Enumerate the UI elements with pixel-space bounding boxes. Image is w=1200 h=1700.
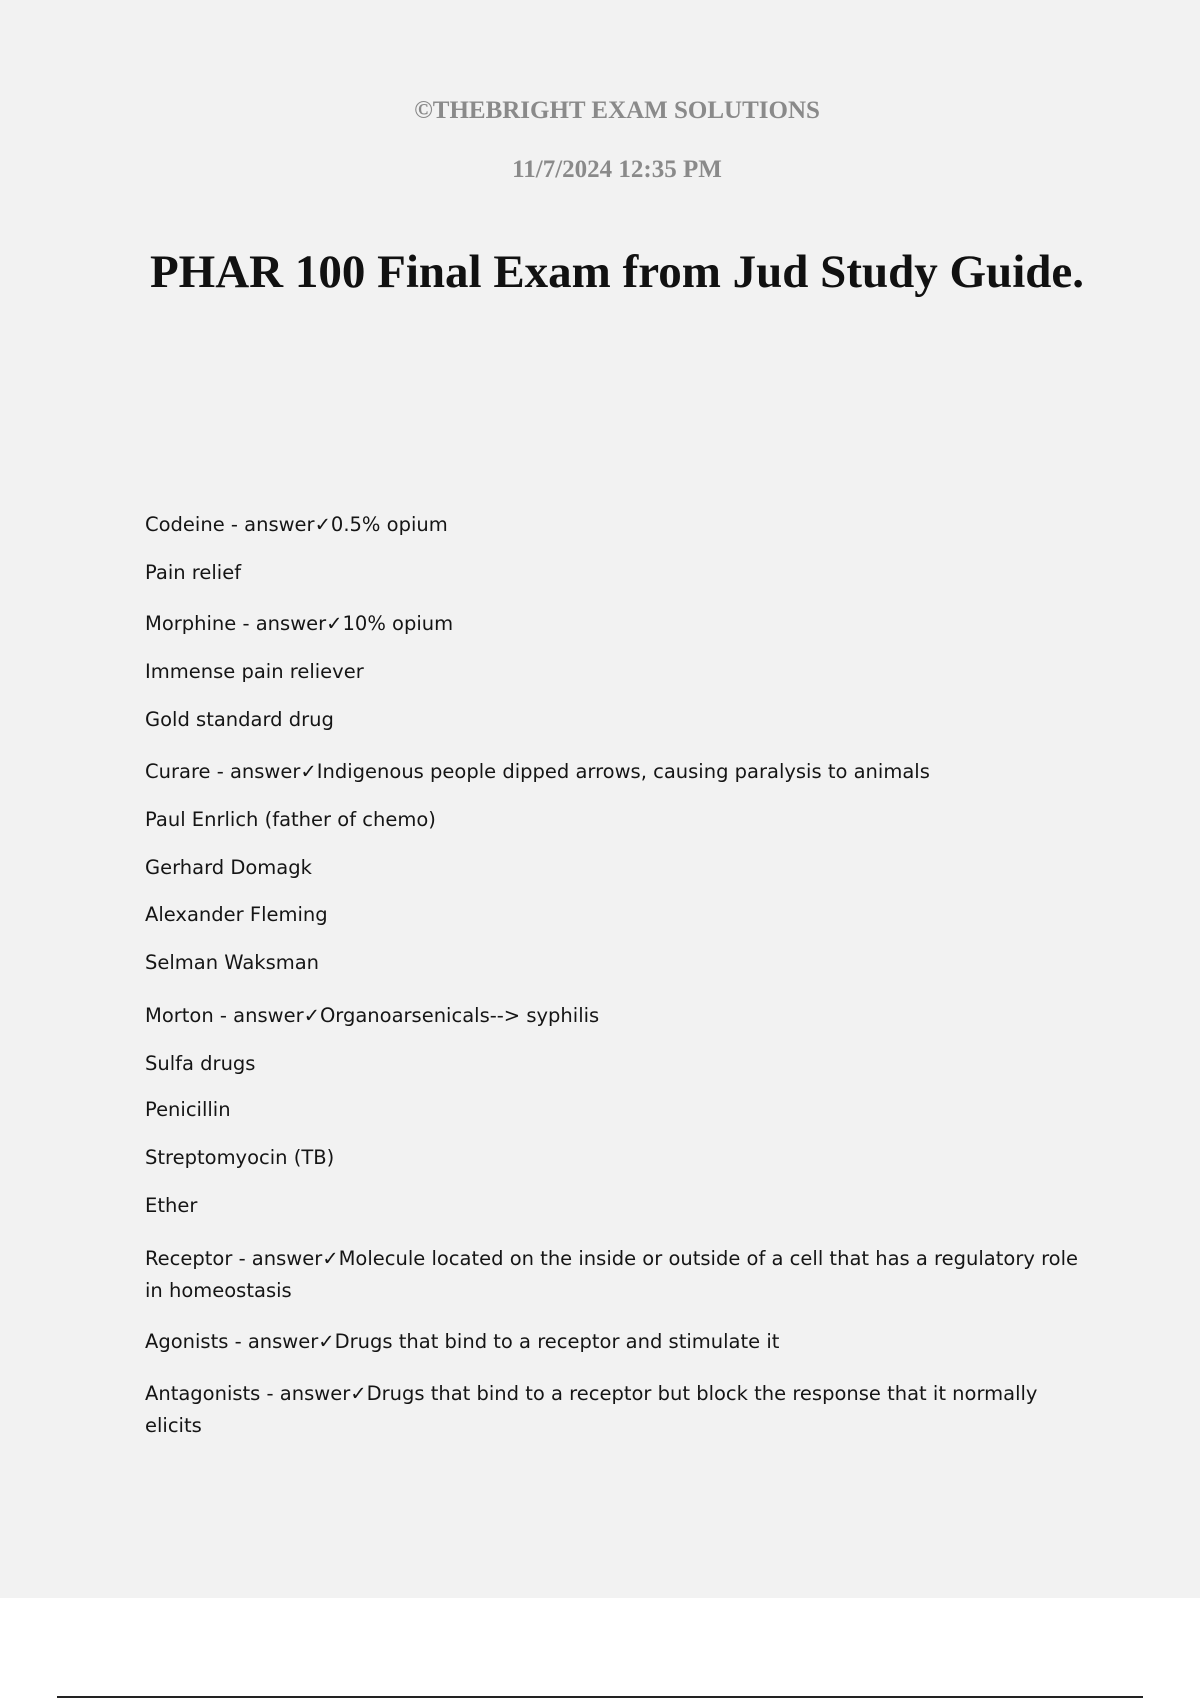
note-line: Sulfa drugs — [145, 1052, 256, 1075]
checkmark-icon: ✓ — [300, 760, 317, 783]
qa-term: Receptor — [145, 1247, 233, 1270]
checkmark-icon: ✓ — [350, 1382, 367, 1405]
qa-term: Curare — [145, 760, 211, 783]
qa-answer: Drugs that bind to a receptor and stimulate it — [334, 1330, 780, 1353]
qa-term: Morton — [145, 1004, 214, 1027]
note-line: Penicillin — [145, 1098, 231, 1121]
note-line: Paul Enrlich (father of chemo) — [145, 808, 436, 831]
company-header: ©THEBRIGHT EXAM SOLUTIONS — [414, 97, 820, 124]
answer-separator: - answer — [210, 760, 301, 783]
note-line: Selman Waksman — [145, 951, 320, 974]
note-line: Pain relief — [145, 561, 242, 584]
qa-answer: 0.5% opium — [330, 513, 448, 536]
checkmark-icon: ✓ — [314, 513, 331, 536]
qa-answer: Molecule located on the inside or outside of a cell that has a regulatory role in homeostasis — [145, 1247, 1079, 1302]
qa-item — [145, 1000, 1100, 1032]
checkmark-icon: ✓ — [326, 612, 343, 635]
note-line: Gerhard Domagk — [145, 856, 312, 879]
answer-separator: - answer — [228, 1330, 319, 1353]
qa-item — [145, 1243, 1100, 1307]
checkmark-icon: ✓ — [318, 1330, 335, 1353]
qa-answer: Drugs that bind to a receptor but block the response that it normally elicits — [145, 1382, 1038, 1437]
qa-term: Codeine — [145, 513, 225, 536]
note-line: Gold standard drug — [145, 708, 334, 731]
print-timestamp: 11/7/2024 12:35 PM — [512, 156, 722, 183]
answer-separator: - answer — [236, 612, 327, 635]
qa-item — [145, 756, 1100, 788]
qa-term: Agonists — [145, 1330, 229, 1353]
qa-item — [145, 1378, 1100, 1442]
footer-rule — [57, 1696, 1143, 1698]
qa-answer: Organoarsenicals--> syphilis — [319, 1004, 600, 1027]
qa-item — [145, 509, 1100, 541]
document-title: PHAR 100 Final Exam from Jud Study Guide. — [149, 246, 1085, 298]
checkmark-icon: ✓ — [303, 1004, 320, 1027]
note-line: Alexander Fleming — [145, 903, 328, 926]
note-line: Streptomyocin (TB) — [145, 1146, 335, 1169]
checkmark-icon: ✓ — [322, 1247, 339, 1270]
answer-separator: - answer — [224, 513, 315, 536]
qa-answer: 10% opium — [342, 612, 454, 635]
qa-term: Morphine — [145, 612, 237, 635]
qa-item — [145, 1326, 1100, 1358]
answer-separator: - answer — [260, 1382, 351, 1405]
qa-answer: Indigenous people dipped arrows, causing paralysis to animals — [316, 760, 930, 783]
answer-separator: - answer — [232, 1247, 323, 1270]
answer-separator: - answer — [213, 1004, 304, 1027]
note-line: Immense pain reliever — [145, 660, 364, 683]
qa-term: Antagonists — [145, 1382, 261, 1405]
qa-item — [145, 608, 1100, 640]
note-line: Ether — [145, 1194, 198, 1217]
